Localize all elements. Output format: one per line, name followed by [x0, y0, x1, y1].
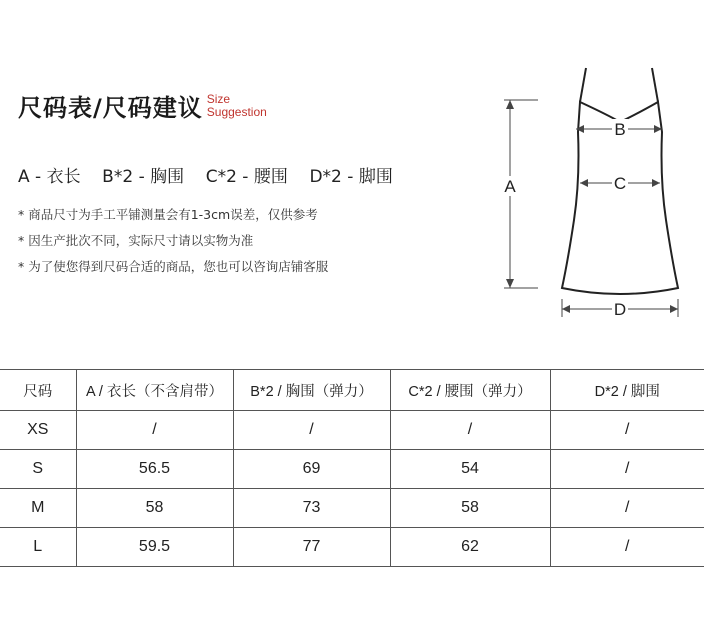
table-cell: 59.5 — [76, 528, 233, 567]
title-chinese: 尺码表/尺码建议 — [18, 94, 203, 122]
table-cell: S — [0, 450, 76, 489]
title-english-line2: Suggestion — [206, 104, 267, 119]
table-cell: 54 — [390, 450, 550, 489]
table-cell: / — [550, 528, 704, 567]
table-cell: 62 — [390, 528, 550, 567]
table-cell: / — [233, 411, 390, 450]
table-cell: XS — [0, 411, 76, 450]
table-cell: M — [0, 489, 76, 528]
table-cell: / — [390, 411, 550, 450]
note-item: * 因生产批次不同，实际尺寸请以实物为准 — [18, 233, 254, 248]
table-row — [0, 489, 704, 528]
note-item: * 为了使您得到尺码合适的商品，您也可以咨询店铺客服 — [18, 259, 329, 274]
table-cell: 73 — [233, 489, 390, 528]
label-b: B — [614, 120, 626, 139]
table-cell: 56.5 — [76, 450, 233, 489]
header-hem: D*2 / 脚围 — [550, 370, 704, 411]
table-cell: / — [550, 489, 704, 528]
table-row — [0, 411, 704, 450]
measurement-legend: A - 衣长 B*2 - 胸围 C*2 - 腰围 D*2 - 脚围 — [18, 167, 393, 187]
label-a: A — [504, 177, 516, 196]
table-cell: / — [76, 411, 233, 450]
table-cell: / — [550, 450, 704, 489]
dress-diagram — [490, 60, 700, 330]
table-cell: / — [550, 411, 704, 450]
table-row — [0, 450, 704, 489]
note-item: * 商品尺寸为手工平铺测量会有1-3cm误差，仅供参考 — [18, 207, 318, 222]
table-row — [0, 528, 704, 567]
header-chest: B*2 / 胸围（弹力） — [233, 370, 390, 411]
title-english — [207, 93, 267, 119]
header-waist: C*2 / 腰围（弹力） — [390, 370, 550, 411]
notes-list — [18, 206, 328, 284]
label-d: D — [613, 300, 627, 319]
title-english-line1: Size — [206, 91, 231, 106]
table-cell: 58 — [390, 489, 550, 528]
table-cell: 77 — [233, 528, 390, 567]
header-size: 尺码 — [0, 370, 76, 411]
table-cell: 69 — [233, 450, 390, 489]
table-cell: L — [0, 528, 76, 567]
size-table — [0, 369, 704, 567]
table-header-row — [0, 370, 704, 411]
table-cell: 58 — [76, 489, 233, 528]
label-c: C — [613, 174, 627, 193]
page-title — [18, 88, 267, 123]
header-length: A / 衣长（不含肩带） — [76, 370, 233, 411]
